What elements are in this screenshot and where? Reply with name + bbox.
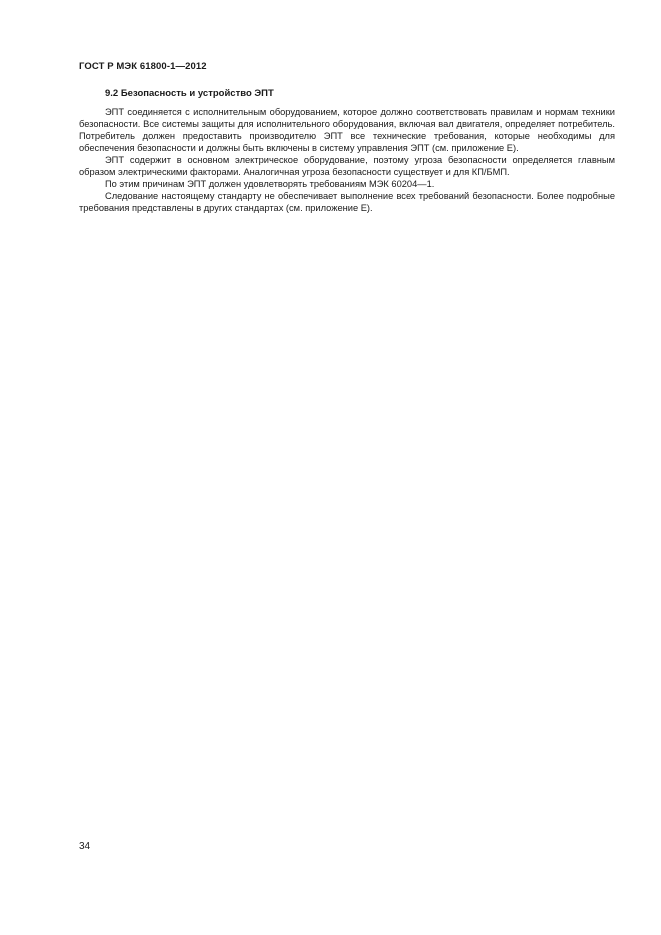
section-heading: 9.2 Безопасность и устройство ЭПТ (105, 88, 274, 99)
document-header: ГОСТ Р МЭК 61800-1—2012 (79, 61, 207, 72)
paragraph: ЭПТ содержит в основном электрическое оборудование, поэтому угроза безопасности определяется главным образом электрическими факторами. Аналогичная угроза безопасности существует и для КП/БМП. (79, 155, 615, 177)
section-body (79, 106, 615, 214)
paragraph: Следование настоящему стандарту не обеспечивает выполнение всех требований безопасности. Более подробные требования представлены в других стандартах (см. приложение Е). (79, 191, 615, 213)
paragraph: ЭПТ соединяется с исполнительным оборудованием, которое должно соответствовать правилам и нормам техники безопасности. Все системы защиты для исполнительного оборудования, включая вал двигателя, определяет потребитель. Потребитель должен предоставить производителю ЭПТ все технические требования, которые необходимы для обеспечения безопасности и должны быть включены в систему управления ЭПТ (см. приложение Е). (79, 107, 615, 153)
paragraph: По этим причинам ЭПТ должен удовлетворять требованиям МЭК 60204—1. (105, 179, 435, 189)
page-number: 34 (79, 841, 91, 852)
